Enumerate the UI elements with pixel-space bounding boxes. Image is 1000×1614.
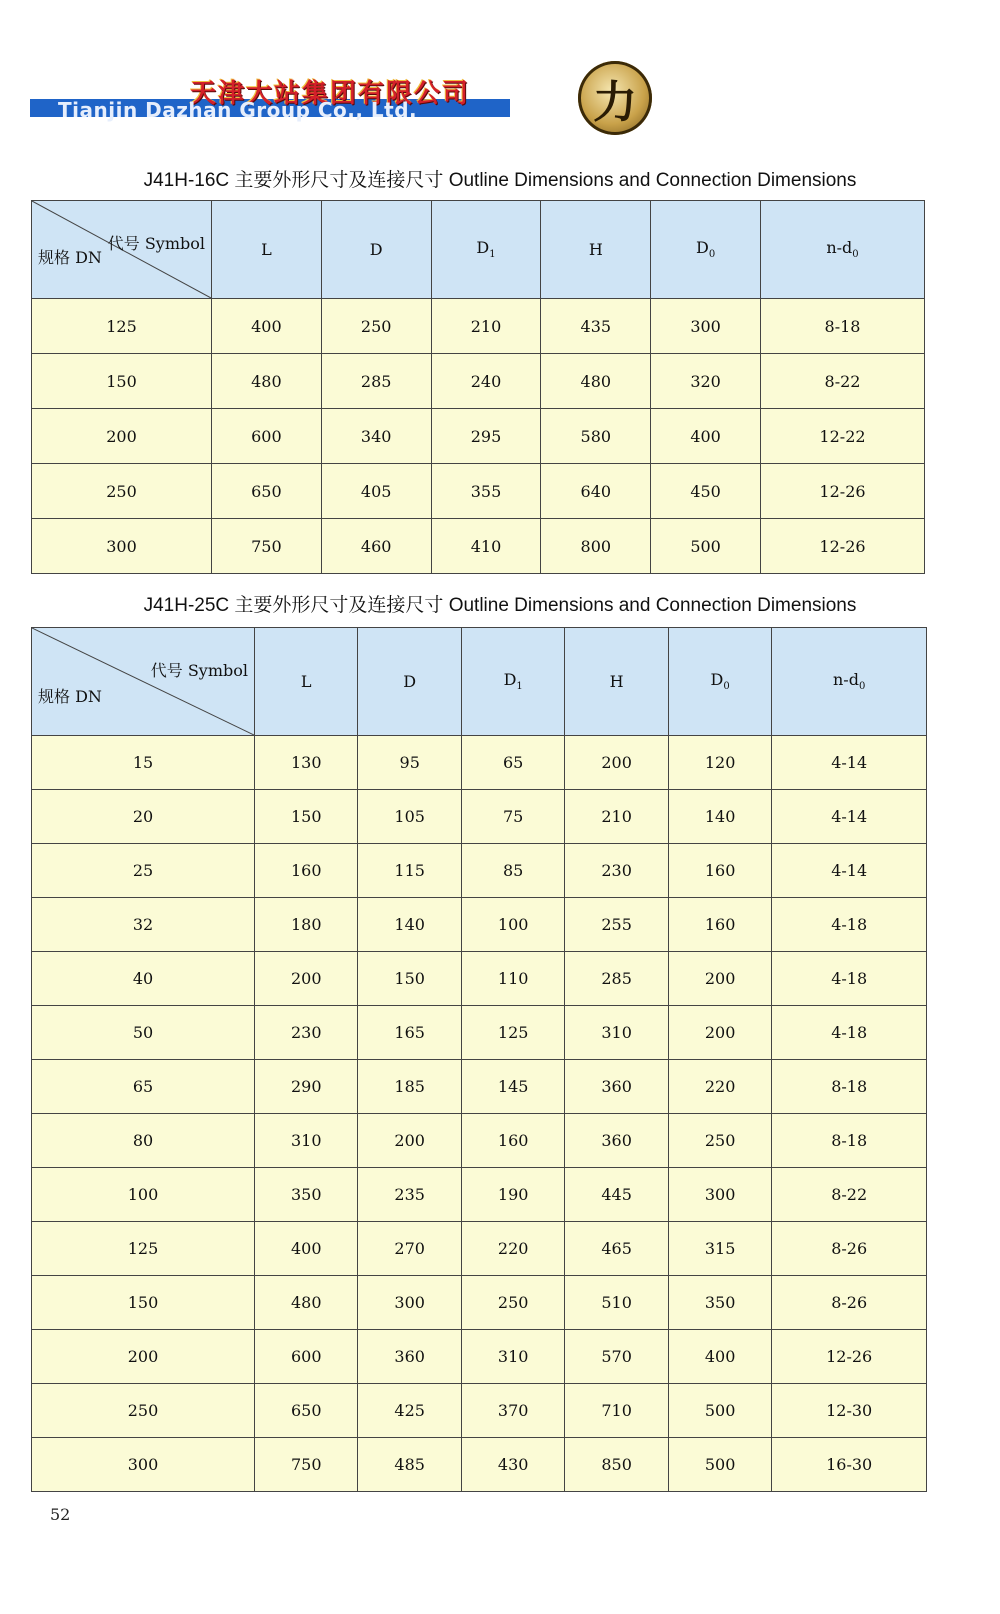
table-cell: 370 [461, 1384, 564, 1438]
table-cell: 270 [358, 1222, 461, 1276]
table-cell: 465 [565, 1222, 668, 1276]
table-cell: 120 [668, 736, 771, 790]
table-cell: 95 [358, 736, 461, 790]
table-cell: 12-26 [772, 1330, 927, 1384]
table-cell: 160 [255, 844, 358, 898]
table-cell: 400 [651, 409, 761, 464]
table-cell: 12-30 [772, 1384, 927, 1438]
table-cell: 350 [668, 1276, 771, 1330]
table-row [32, 519, 925, 574]
table-cell: 150 [255, 790, 358, 844]
table1 [31, 200, 925, 574]
column-header-main: D [403, 672, 417, 691]
table-cell: 140 [668, 790, 771, 844]
table-cell: 750 [212, 519, 322, 574]
column-header [651, 201, 761, 299]
table-cell: 450 [651, 464, 761, 519]
column-header [760, 201, 924, 299]
table-cell: 360 [565, 1060, 668, 1114]
column-header-main: n-d [833, 670, 859, 690]
table-cell: 210 [565, 790, 668, 844]
table-cell: 360 [565, 1114, 668, 1168]
column-header-main: L [300, 672, 312, 691]
table-cell: 285 [321, 354, 431, 409]
table-cell: 480 [255, 1276, 358, 1330]
table-cell: 650 [212, 464, 322, 519]
page-number: 52 [50, 1505, 71, 1524]
table-row [32, 1006, 927, 1060]
column-header [565, 628, 668, 736]
table-cell: 430 [461, 1438, 564, 1492]
table2-header-row [32, 628, 927, 736]
column-header [541, 201, 651, 299]
table-cell: 500 [668, 1438, 771, 1492]
table-cell: 300 [358, 1276, 461, 1330]
table-cell: 8-18 [772, 1114, 927, 1168]
table-row [32, 844, 927, 898]
table-cell: 8-22 [760, 354, 924, 409]
table-cell: 320 [651, 354, 761, 409]
table-cell: 285 [565, 952, 668, 1006]
table-row [32, 1114, 927, 1168]
table-cell: 315 [668, 1222, 771, 1276]
table-cell: 640 [541, 464, 651, 519]
table-cell: 185 [358, 1060, 461, 1114]
corner-symbol-label: 代号 Symbol [107, 234, 205, 253]
table-cell: 480 [541, 354, 651, 409]
table-row [32, 1276, 927, 1330]
table-cell: 180 [255, 898, 358, 952]
table-cell: 230 [255, 1006, 358, 1060]
table2-corner-cell [32, 628, 255, 736]
table-cell: 400 [255, 1222, 358, 1276]
column-header-main: D [710, 670, 724, 690]
table-cell: 360 [358, 1330, 461, 1384]
table-cell: 300 [668, 1168, 771, 1222]
table-cell: 160 [668, 844, 771, 898]
column-header [212, 201, 322, 299]
table-cell: 165 [358, 1006, 461, 1060]
table-cell: 12-26 [760, 464, 924, 519]
column-header-main: H [609, 672, 624, 691]
table-cell: 200 [565, 736, 668, 790]
table-cell: 425 [358, 1384, 461, 1438]
table-cell: 12-22 [760, 409, 924, 464]
corner-symbol-label: 代号 Symbol [150, 661, 248, 680]
column-header [321, 201, 431, 299]
column-header [668, 628, 771, 736]
table-cell: 240 [431, 354, 541, 409]
table-cell: 160 [461, 1114, 564, 1168]
table-cell: 110 [461, 952, 564, 1006]
table-row [32, 299, 925, 354]
table-cell: 16-30 [772, 1438, 927, 1492]
dn-cell: 65 [32, 1060, 255, 1114]
table-cell: 310 [461, 1330, 564, 1384]
column-header [431, 201, 541, 299]
table1-header-row [32, 201, 925, 299]
table-cell: 8-26 [772, 1276, 927, 1330]
column-header-sub: 1 [516, 681, 523, 693]
table-cell: 255 [565, 898, 668, 952]
table-cell: 8-18 [772, 1060, 927, 1114]
table-cell: 4-18 [772, 1006, 927, 1060]
table-cell: 300 [651, 299, 761, 354]
corner-dn-label: 规格 DN [38, 248, 102, 267]
column-header-sub: 0 [852, 249, 859, 261]
table-row [32, 1438, 927, 1492]
table-row [32, 464, 925, 519]
table-row [32, 1168, 927, 1222]
dn-cell: 20 [32, 790, 255, 844]
company-name-en: Tianjin Dazhan Group Co., Ltd. [58, 98, 418, 122]
table-cell: 220 [461, 1222, 564, 1276]
table-cell: 8-18 [760, 299, 924, 354]
table-cell: 600 [255, 1330, 358, 1384]
column-header-main: D [476, 238, 490, 258]
table-cell: 200 [255, 952, 358, 1006]
table-cell: 220 [668, 1060, 771, 1114]
column-header-main: D [503, 670, 517, 690]
table-cell: 250 [321, 299, 431, 354]
table-cell: 12-26 [760, 519, 924, 574]
table-row [32, 409, 925, 464]
table-cell: 445 [565, 1168, 668, 1222]
dn-cell: 50 [32, 1006, 255, 1060]
table-cell: 750 [255, 1438, 358, 1492]
table-cell: 500 [668, 1384, 771, 1438]
table-cell: 850 [565, 1438, 668, 1492]
table-cell: 310 [565, 1006, 668, 1060]
logo-char: 力 [593, 77, 637, 128]
table-cell: 405 [321, 464, 431, 519]
table-cell: 140 [358, 898, 461, 952]
table-cell: 4-14 [772, 844, 927, 898]
table-cell: 480 [212, 354, 322, 409]
dn-cell: 200 [32, 1330, 255, 1384]
column-header-main: D [369, 240, 383, 259]
table-cell: 85 [461, 844, 564, 898]
table-cell: 650 [255, 1384, 358, 1438]
column-header [772, 628, 927, 736]
dn-cell: 300 [32, 519, 212, 574]
dn-cell: 150 [32, 1276, 255, 1330]
dn-cell: 200 [32, 409, 212, 464]
table-cell: 580 [541, 409, 651, 464]
table-cell: 200 [358, 1114, 461, 1168]
table-cell: 570 [565, 1330, 668, 1384]
table2 [31, 627, 927, 1492]
table-row [32, 1384, 927, 1438]
table-cell: 340 [321, 409, 431, 464]
table-cell: 350 [255, 1168, 358, 1222]
dn-cell: 40 [32, 952, 255, 1006]
table-cell: 510 [565, 1276, 668, 1330]
dn-cell: 125 [32, 299, 212, 354]
dn-cell: 100 [32, 1168, 255, 1222]
corner-dn-label: 规格 DN [38, 687, 102, 706]
table-cell: 435 [541, 299, 651, 354]
brand-header [30, 55, 670, 145]
table-cell: 8-22 [772, 1168, 927, 1222]
dn-cell: 150 [32, 354, 212, 409]
table-cell: 500 [651, 519, 761, 574]
table-cell: 800 [541, 519, 651, 574]
company-name-cn: 天津大站集团有限公司 [190, 79, 471, 109]
table-cell: 190 [461, 1168, 564, 1222]
table-cell: 75 [461, 790, 564, 844]
table2-body [32, 736, 927, 1492]
table-row [32, 354, 925, 409]
table1-title: J41H-16C 主要外形尺寸及连接尺寸 Outline Dimensions and Connection Dimensions [143, 170, 857, 191]
dn-cell: 80 [32, 1114, 255, 1168]
dn-cell: 32 [32, 898, 255, 952]
table-cell: 710 [565, 1384, 668, 1438]
dn-cell: 15 [32, 736, 255, 790]
column-header-main: n-d [826, 238, 853, 258]
diagonal-line [32, 628, 254, 735]
table-cell: 105 [358, 790, 461, 844]
column-header [461, 628, 564, 736]
table-cell: 125 [461, 1006, 564, 1060]
table-cell: 355 [431, 464, 541, 519]
table-cell: 460 [321, 519, 431, 574]
column-header [255, 628, 358, 736]
dn-cell: 250 [32, 1384, 255, 1438]
table-cell: 400 [668, 1330, 771, 1384]
table-row [32, 898, 927, 952]
table-cell: 65 [461, 736, 564, 790]
table-cell: 4-18 [772, 952, 927, 1006]
table-cell: 410 [431, 519, 541, 574]
dn-cell: 125 [32, 1222, 255, 1276]
table-cell: 4-14 [772, 790, 927, 844]
column-header-sub: 0 [708, 249, 716, 261]
table2-title: J41H-25C 主要外形尺寸及连接尺寸 Outline Dimensions and Connection Dimensions [143, 595, 857, 616]
table-cell: 310 [255, 1114, 358, 1168]
table-cell: 145 [461, 1060, 564, 1114]
table1-body [32, 299, 925, 574]
table-cell: 8-26 [772, 1222, 927, 1276]
column-header-sub: 1 [489, 249, 496, 261]
table-cell: 210 [431, 299, 541, 354]
table-cell: 200 [668, 952, 771, 1006]
table-row [32, 952, 927, 1006]
table-cell: 250 [668, 1114, 771, 1168]
column-header-main: L [261, 240, 272, 259]
table-cell: 200 [668, 1006, 771, 1060]
table-cell: 150 [358, 952, 461, 1006]
table-cell: 290 [255, 1060, 358, 1114]
column-header [358, 628, 461, 736]
dn-cell: 300 [32, 1438, 255, 1492]
table-cell: 400 [212, 299, 322, 354]
table-cell: 4-14 [772, 736, 927, 790]
table-cell: 485 [358, 1438, 461, 1492]
table-cell: 160 [668, 898, 771, 952]
table-row [32, 1060, 927, 1114]
table-cell: 600 [212, 409, 322, 464]
table-row [32, 790, 927, 844]
table-cell: 235 [358, 1168, 461, 1222]
table-cell: 250 [461, 1276, 564, 1330]
table-row [32, 1330, 927, 1384]
table-cell: 4-18 [772, 898, 927, 952]
column-header-sub: 0 [723, 681, 730, 693]
table-cell: 230 [565, 844, 668, 898]
column-header-main: D [695, 238, 709, 258]
dn-cell: 250 [32, 464, 212, 519]
table-cell: 295 [431, 409, 541, 464]
table-cell: 130 [255, 736, 358, 790]
table1-corner-cell [32, 201, 212, 299]
column-header-sub: 0 [858, 681, 866, 693]
table-cell: 115 [358, 844, 461, 898]
table-cell: 100 [461, 898, 564, 952]
table-row [32, 1222, 927, 1276]
table-row [32, 736, 927, 790]
dn-cell: 25 [32, 844, 255, 898]
column-header-main: H [588, 240, 603, 259]
company-logo [578, 61, 652, 135]
